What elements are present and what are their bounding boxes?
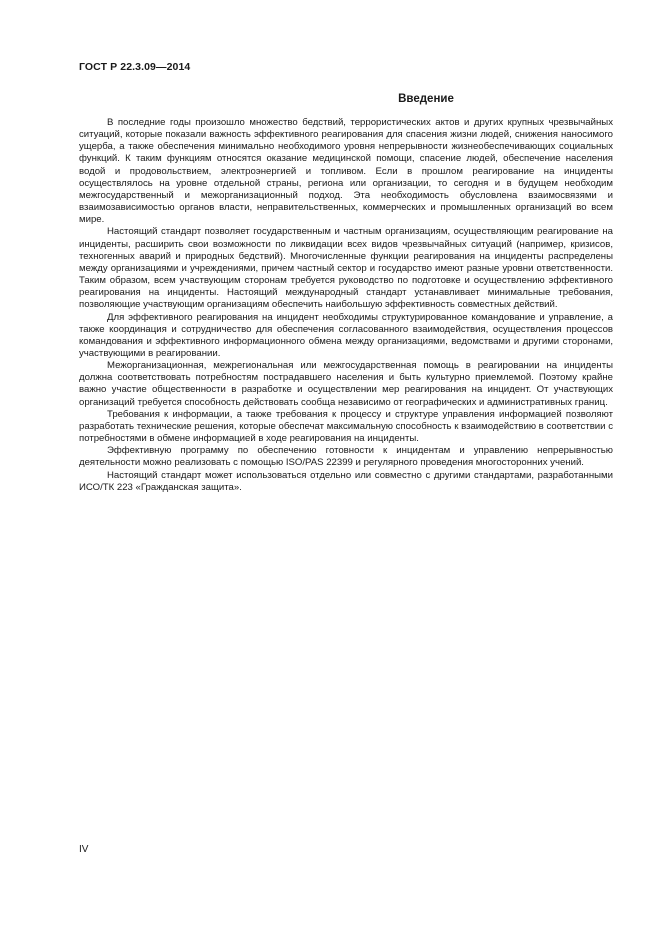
- document-body: [79, 117, 613, 494]
- paragraph-5: Требования к информации, а также требования к процессу и структуре управления информацией позволяют разработать технические решения, которые обеспечат максимальную способность к взаимодействию в соответствии с потребностями в обмене информацией в ходе реагирования на инциденты.: [79, 408, 613, 445]
- paragraph-1: В последние годы произошло множество бедствий, террористических актов и других крупных чрезвычайных ситуаций, которые показали важность эффективного реагирования для спасения жизни людей, снижения наносимого ущерба, а также обеспечения минимально необходимого уровня непрерывности жизнеобеспечивающих социальных функций. К таким функциям относятся оказание медицинской помощи, спасение людей, обеспечение населения водой и продовольствием, электроэнергией и топливом. Если в прошлом реагирование на инциденты осуществлялось на уровне отдельной страны, региона или организации, то сегодня и в будущем необходим межгосударственный и межорганизационный подход. Эта необходимость обусловлена взаимосвязями и взаимозависимостью органов власти, неправительственных, коммерческих и промышленных организаций во всем мире.: [79, 117, 613, 226]
- section-title: [79, 93, 613, 105]
- paragraph-7: Настоящий стандарт может использоваться отдельно или совместно с другими стандартами, разработанными ИСО/ТК 223 «Гражданская защита».: [79, 469, 613, 493]
- paragraph-2: Настоящий стандарт позволяет государственным и частным организациям, осуществляющим реагирование на инциденты, расширить свои возможности по ликвидации всех видов чрезвычайных ситуаций (например, кризисов, техногенных аварий и природных бедствий). Многочисленные функции реагирования на инциденты распределены между организациями и учреждениями, причем частный сектор и государство имеют разные уровни ответственности. Таким образом, всем участвующим сторонам требуется руководство по подготовке и осуществлению эффективного реагирования на инциденты. Настоящий международный стандарт устанавливает минимальные требования, позволяющие участвующим организациям обеспечить наибольшую эффективность совместных действий.: [79, 226, 613, 311]
- paragraph-6: Эффективную программу по обеспечению готовности к инцидентам и управлению непрерывностью деятельности можно реализовать с помощью ISO/PAS 22399 и регулярного проведения многосторонних учений.: [79, 445, 613, 469]
- page-number: IV: [79, 844, 89, 855]
- document-header: ГОСТ Р 22.3.09—2014: [79, 61, 191, 73]
- section-title-text: Введение: [398, 93, 454, 105]
- paragraph-3: Для эффективного реагирования на инцидент необходимы структурированное командование и управление, а также координация и сотрудничество для обеспечения согласованного взаимодействия, осуществления процессов командования и эффективного информационного обмена между организациями, ведомствами и другими сторонами, участвующими в реагировании.: [79, 311, 613, 359]
- paragraph-4: Межорганизационная, межрегиональная или межгосударственная помощь в реагировании на инциденты должна соответствовать потребностям пострадавшего населения и быть культурно приемлемой. Поэтому крайне важно участие общественности в разработке и осуществлении мер реагирования на инцидент. От участвующих организаций требуется способность действовать сообща независимо от географических и административных границ.: [79, 360, 613, 408]
